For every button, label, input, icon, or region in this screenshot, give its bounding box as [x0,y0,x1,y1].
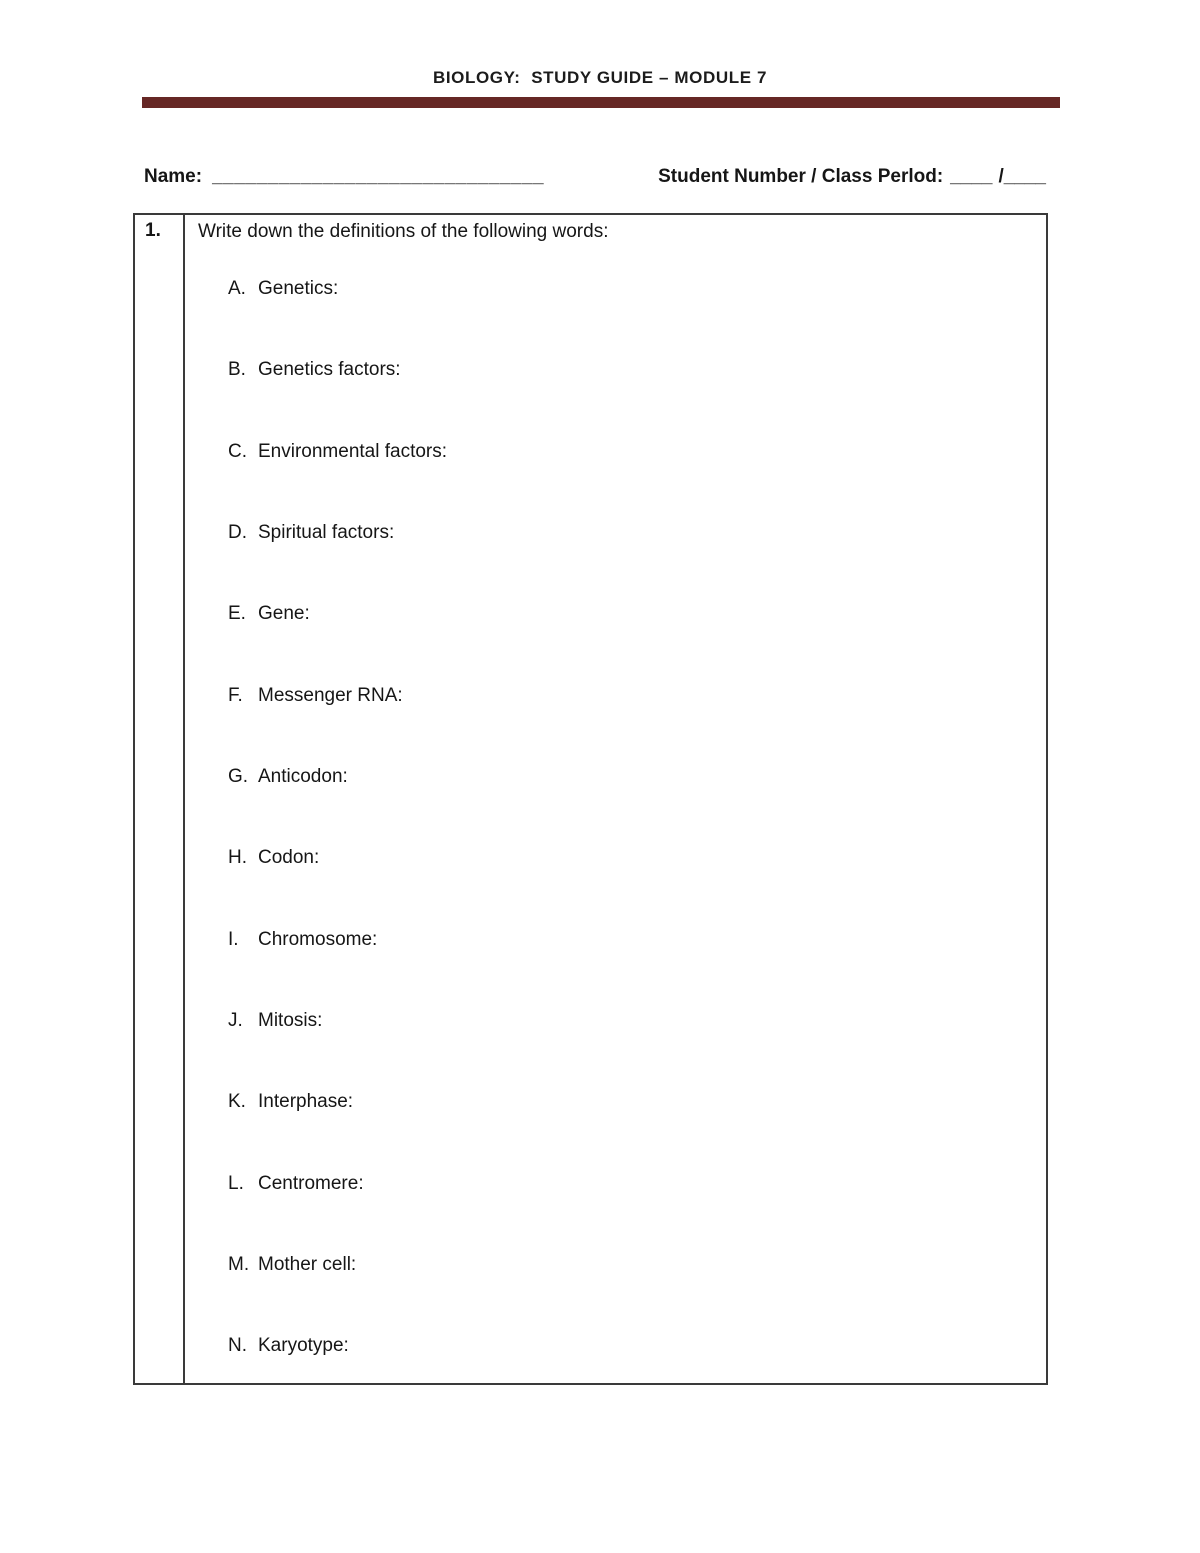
item-term: Spiritual factors: [258,522,395,543]
item-letter: C. [228,441,247,462]
item-letter: N. [228,1335,247,1356]
student-number-blank: ____ [950,166,993,187]
definition-item-e [228,603,310,625]
worksheet-table [133,213,1048,1385]
item-term: Centromere: [258,1173,364,1194]
item-term: Codon: [258,847,320,868]
item-term: Chromosome: [258,929,378,950]
definition-item-m [228,1254,356,1276]
definition-item-c [228,441,447,463]
item-term: Mitosis: [258,1010,323,1031]
definition-item-n [228,1335,349,1357]
page-title: BIOLOGY: STUDY GUIDE – MODULE 7 [432,68,768,87]
name-field [144,166,544,188]
item-letter: G. [228,766,249,787]
item-letter: J. [228,1010,243,1031]
definition-item-g [228,766,348,788]
header-rule-bar [142,97,1060,108]
header-fields [144,166,1046,188]
item-term: Interphase: [258,1091,354,1112]
definition-item-b [228,359,401,381]
item-letter: D. [228,522,247,543]
name-label: Name: [144,166,203,187]
definition-item-k [228,1091,353,1113]
item-term: Anticodon: [258,766,348,787]
item-term: Gene: [258,603,310,624]
definition-item-i [228,929,377,951]
item-letter: H. [228,847,247,868]
item-term: Karyotype: [258,1335,349,1356]
item-letter: M. [228,1254,250,1275]
definition-item-l [228,1173,364,1195]
item-term: Genetics factors: [258,359,401,380]
item-letter: F. [228,685,243,706]
item-term: Mother cell: [258,1254,357,1275]
definition-item-j [228,1010,322,1032]
class-period-blank: ____ [1003,166,1046,187]
definition-item-a [228,278,338,300]
name-blank-line: ______________________________ [212,166,545,187]
item-term: Messenger RNA: [258,685,403,706]
item-letter: L. [228,1173,244,1194]
definition-item-h [228,847,319,869]
slash-separator: / [998,166,1004,187]
item-letter: K. [228,1091,246,1112]
item-letter: I. [228,929,239,950]
item-letter: A. [228,278,246,299]
question-content-cell [185,215,1046,1383]
item-term: Environmental factors: [258,441,448,462]
item-letter: E. [228,603,246,624]
student-number-label: Student Number / Class Perlod: [658,166,944,187]
definition-item-f [228,685,403,707]
question-number-cell: 1. [135,215,185,1383]
item-letter: B. [228,359,246,380]
student-number-field [658,166,1046,188]
item-term: Genetics: [258,278,339,299]
question-prompt: Write down the definitions of the following words: [198,221,609,242]
definition-item-d [228,522,394,544]
